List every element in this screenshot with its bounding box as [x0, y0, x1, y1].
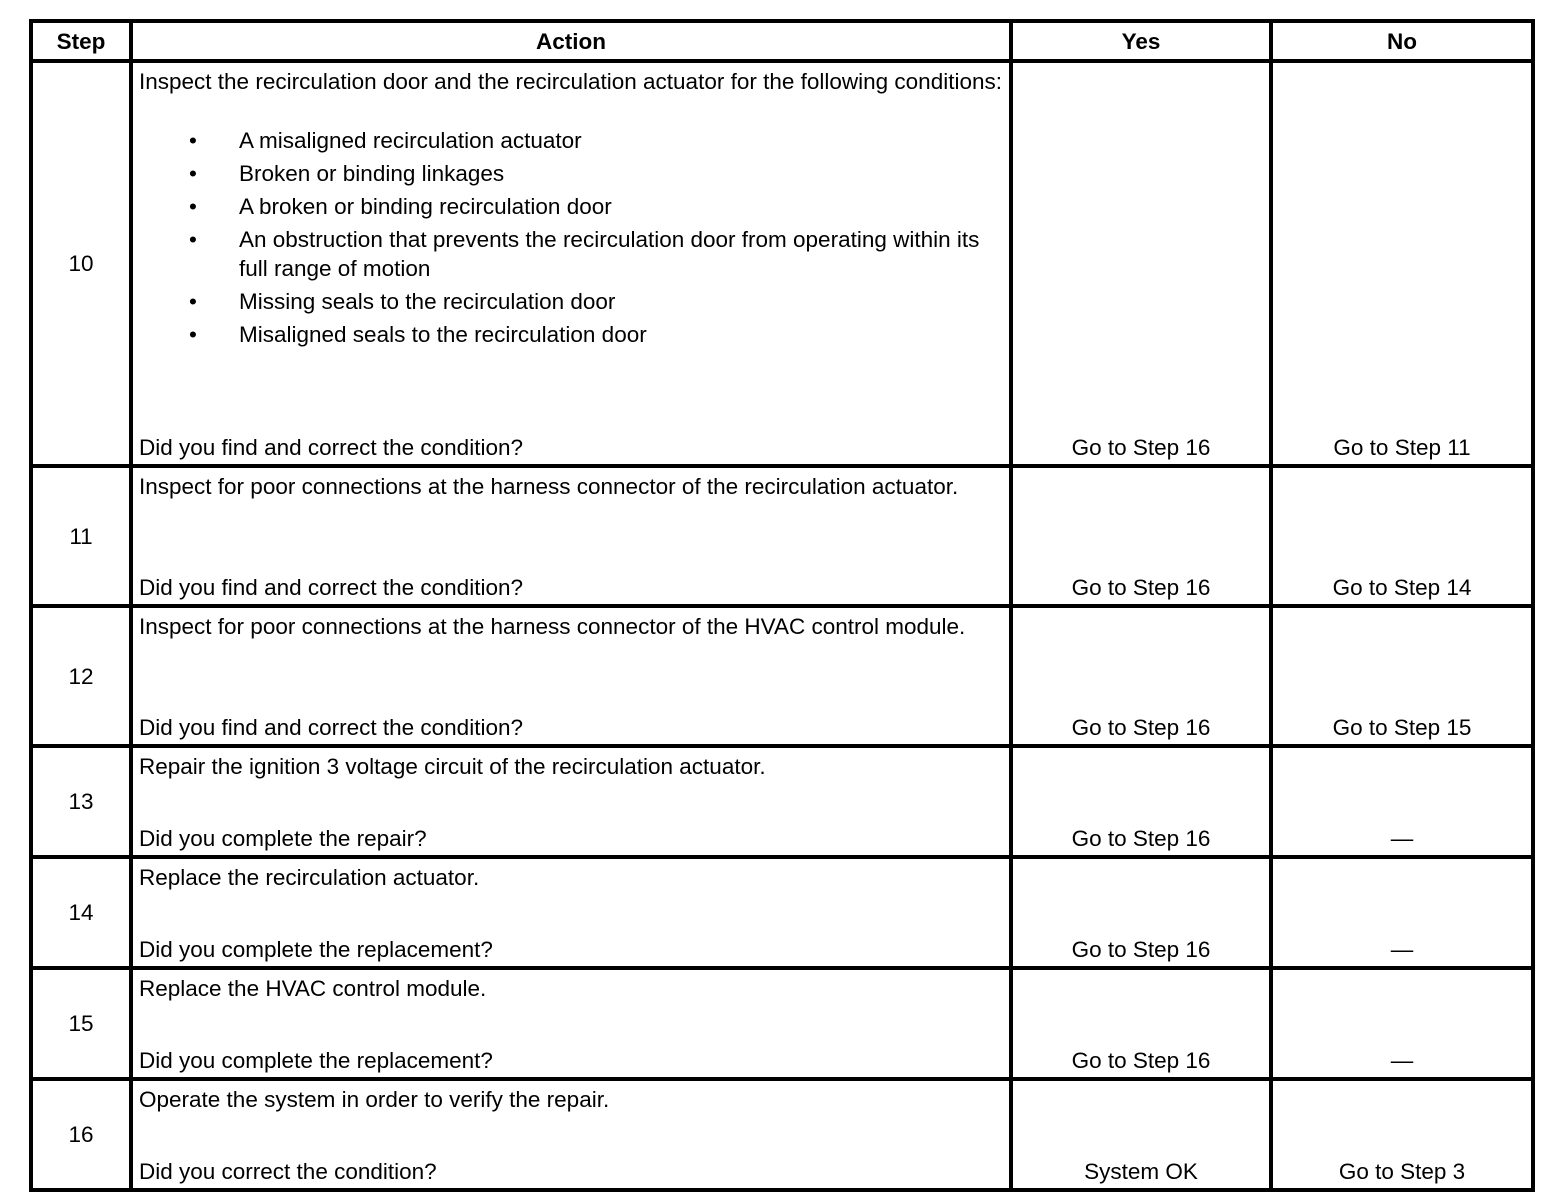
- yes-result: Go to Step 16: [1011, 466, 1271, 606]
- table-row: [31, 746, 1533, 857]
- condition-list: [139, 126, 1003, 353]
- table-row: [31, 968, 1533, 1079]
- yes-result: Go to Step 16: [1011, 968, 1271, 1079]
- question-text: Did you complete the replacement?: [139, 937, 493, 962]
- yes-result: Go to Step 16: [1011, 746, 1271, 857]
- question-text: Did you correct the condition?: [139, 1159, 437, 1184]
- yes-result: Go to Step 16: [1011, 61, 1271, 466]
- question-text: Did you find and correct the condition?: [139, 435, 523, 460]
- list-item: • A broken or binding recirculation door: [189, 194, 612, 219]
- list-item: • A misaligned recirculation actuator: [189, 128, 582, 153]
- header-step: Step: [31, 21, 131, 61]
- action-cell: [131, 61, 1011, 466]
- bullet-icon: •: [189, 161, 197, 186]
- action-text: Inspect the recirculation door and the recirculation actuator for the following conditions:: [139, 69, 1002, 94]
- question-text: Did you complete the replacement?: [139, 1048, 493, 1073]
- step-number: 13: [31, 746, 131, 857]
- list-item: • An obstruction that prevents the recirculation door from operating within its full range of motion: [189, 227, 980, 281]
- action-text: Operate the system in order to verify the repair.: [139, 1087, 610, 1112]
- table-row: [31, 857, 1533, 968]
- header-action: Action: [131, 21, 1011, 61]
- yes-result: System OK: [1011, 1079, 1271, 1190]
- table-row: [31, 61, 1533, 466]
- bullet-icon: •: [189, 194, 197, 219]
- list-item: • Broken or binding linkages: [189, 161, 505, 186]
- action-text: Replace the HVAC control module.: [139, 976, 487, 1001]
- no-result: Go to Step 11: [1271, 61, 1533, 466]
- list-item: • Missing seals to the recirculation door: [189, 289, 616, 314]
- step-number: 12: [31, 606, 131, 746]
- list-item: • Misaligned seals to the recirculation door: [189, 322, 647, 347]
- question-text: Did you find and correct the condition?: [139, 715, 523, 740]
- yes-result: Go to Step 16: [1011, 606, 1271, 746]
- step-number: 16: [31, 1079, 131, 1190]
- step-number: 14: [31, 857, 131, 968]
- action-cell: [131, 466, 1011, 606]
- action-cell: [131, 968, 1011, 1079]
- header-no: No: [1271, 21, 1533, 61]
- question-text: Did you complete the repair?: [139, 826, 427, 851]
- bullet-icon: •: [189, 227, 197, 252]
- action-cell: [131, 606, 1011, 746]
- action-text: Inspect for poor connections at the harness connector of the HVAC control module.: [139, 614, 966, 639]
- diagnostic-table: [29, 19, 1535, 1192]
- action-text: Repair the ignition 3 voltage circuit of the recirculation actuator.: [139, 754, 766, 779]
- bullet-icon: •: [189, 289, 197, 314]
- no-result: Go to Step 3: [1271, 1079, 1533, 1190]
- action-text: Replace the recirculation actuator.: [139, 865, 480, 890]
- action-text: Inspect for poor connections at the harness connector of the recirculation actuator.: [139, 474, 959, 499]
- header-yes: Yes: [1011, 21, 1271, 61]
- step-number: 11: [31, 466, 131, 606]
- table-row: [31, 606, 1533, 746]
- yes-result: Go to Step 16: [1011, 857, 1271, 968]
- no-result: Go to Step 14: [1271, 466, 1533, 606]
- action-cell: [131, 857, 1011, 968]
- step-number: 15: [31, 968, 131, 1079]
- bullet-icon: •: [189, 322, 197, 347]
- action-cell: [131, 746, 1011, 857]
- table-row: [31, 1079, 1533, 1190]
- step-number: 10: [31, 61, 131, 466]
- action-cell: [131, 1079, 1011, 1190]
- no-result: —: [1271, 857, 1533, 968]
- header-row: [31, 21, 1533, 61]
- question-text: Did you find and correct the condition?: [139, 575, 523, 600]
- no-result: Go to Step 15: [1271, 606, 1533, 746]
- no-result: —: [1271, 968, 1533, 1079]
- bullet-icon: •: [189, 128, 197, 153]
- no-result: —: [1271, 746, 1533, 857]
- table-row: [31, 466, 1533, 606]
